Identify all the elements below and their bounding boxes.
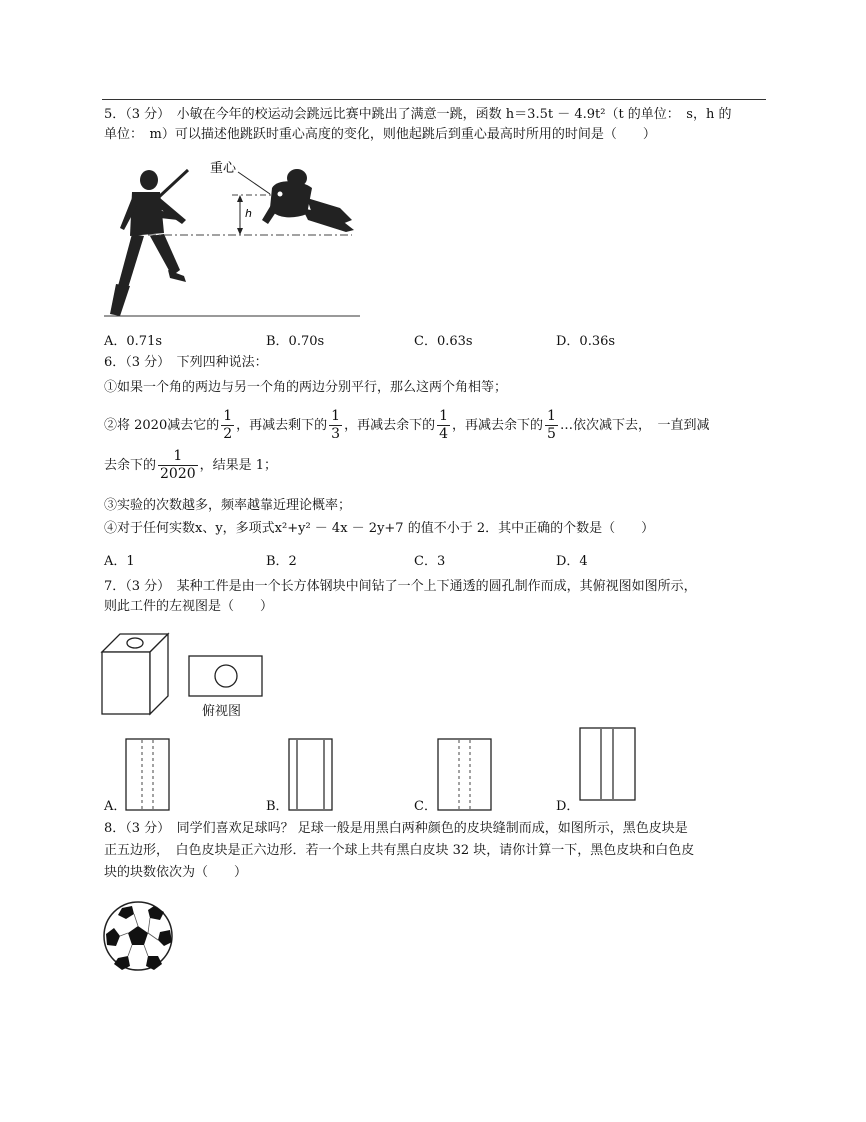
- steel-block-figure: [100, 632, 170, 716]
- q7-option-c-label[interactable]: C．: [414, 799, 437, 814]
- long-jump-figure: [102, 158, 362, 320]
- q5-option-c[interactable]: C．0.63s: [414, 334, 473, 349]
- q5-stem-line1: 5．（3 分） 小敏在今年的校运动会跳远比赛中跳出了满意一跳，函数 h＝3.5t － 4.9t²（t 的单位： s，h 的: [104, 107, 732, 122]
- q5-option-d[interactable]: D．0.36s: [556, 334, 616, 349]
- q8-stem-line2: 正五边形， 白色皮块是正六边形．若一个球上共有黑白皮块 32 块，请你计算一下，黑色皮块和白色皮: [104, 843, 695, 858]
- q6-option-b[interactable]: B．2: [266, 554, 297, 569]
- h-label: h: [245, 207, 252, 220]
- q7-stem-line2: 则此工件的左视图是（ ）: [104, 599, 274, 614]
- q7-option-a-label[interactable]: A．: [104, 799, 127, 814]
- soccer-ball-figure: [102, 900, 174, 972]
- q7-stem-line1: 7．（3 分） 某种工件是由一个长方体钢块中间钻了一个上下通透的圆孔制作而成，其俯视图如图所示，: [104, 579, 697, 594]
- q6-statement-4: ④对于任何实数x、y，多项式x²+y² － 4x － 2y+7 的值不小于 2．其中正确的个数是（ ）: [104, 521, 655, 536]
- q5-option-a[interactable]: A．0.71s: [104, 334, 163, 349]
- q6-option-a[interactable]: A．1: [104, 554, 135, 569]
- q6-statement-3: ③实验的次数越多，频率越靠近理论概率；: [104, 498, 352, 513]
- q6-stem: 6．（3 分） 下列四种说法：: [104, 355, 268, 370]
- top-rule: [102, 99, 766, 100]
- q6-s2-text-a: ②将 2020减去它的: [104, 418, 220, 433]
- q7-option-d-drawing[interactable]: [579, 727, 637, 802]
- fraction-1-2: $\frac{1}{2}$: [223, 408, 233, 442]
- q6-option-d[interactable]: D．4: [556, 554, 588, 569]
- q6-s2-text-e: …依次减下去， 一直到减: [559, 418, 710, 433]
- top-view-figure: [188, 655, 264, 699]
- q5-stem-line2: 单位： m）可以描述他跳跃时重心高度的变化，则他起跳后到重心最高时所用的时间是（ ）: [104, 127, 656, 142]
- center-of-gravity-label: 重心: [210, 161, 237, 176]
- q7-option-b-label[interactable]: B．: [266, 799, 289, 814]
- fraction-1-2020: $\frac{1}{2020}$: [160, 448, 196, 482]
- q5-option-b[interactable]: B．0.70s: [266, 334, 325, 349]
- q6-s2-text-b: ，再减去剩下的: [236, 418, 328, 433]
- q6-s2-text-f: 去余下的: [104, 458, 157, 473]
- q8-stem-line3: 块的块数依次为（ ）: [104, 865, 248, 880]
- q7-option-b-drawing[interactable]: [288, 738, 334, 812]
- q6-s2-text-d: ，再减去余下的: [452, 418, 544, 433]
- q7-option-c-drawing[interactable]: [437, 738, 493, 812]
- top-view-label: 俯视图: [202, 704, 242, 719]
- q8-stem-line1: 8．（3 分） 同学们喜欢足球吗？ 足球一般是用黑白两种颜色的皮块缝制而成，如图所示，黑色皮块是: [104, 821, 688, 836]
- q7-option-a-drawing[interactable]: [125, 738, 171, 812]
- q7-option-d-label[interactable]: D．: [556, 799, 580, 814]
- q6-s2-text-g: ，结果是 1；: [199, 458, 278, 473]
- fraction-1-5: $\frac{1}{5}$: [547, 408, 556, 442]
- q6-statement-2-line1: [104, 406, 709, 446]
- fraction-1-3: $\frac{1}{3}$: [331, 408, 341, 442]
- q6-s2-text-c: ，再减去余下的: [344, 418, 436, 433]
- q6-option-c[interactable]: C．3: [414, 554, 446, 569]
- fraction-1-4: $\frac{1}{4}$: [439, 408, 449, 442]
- q6-statement-2-line2: [104, 446, 277, 486]
- q6-statement-1: ①如果一个角的两边与另一个角的两边分别平行，那么这两个角相等；: [104, 380, 508, 395]
